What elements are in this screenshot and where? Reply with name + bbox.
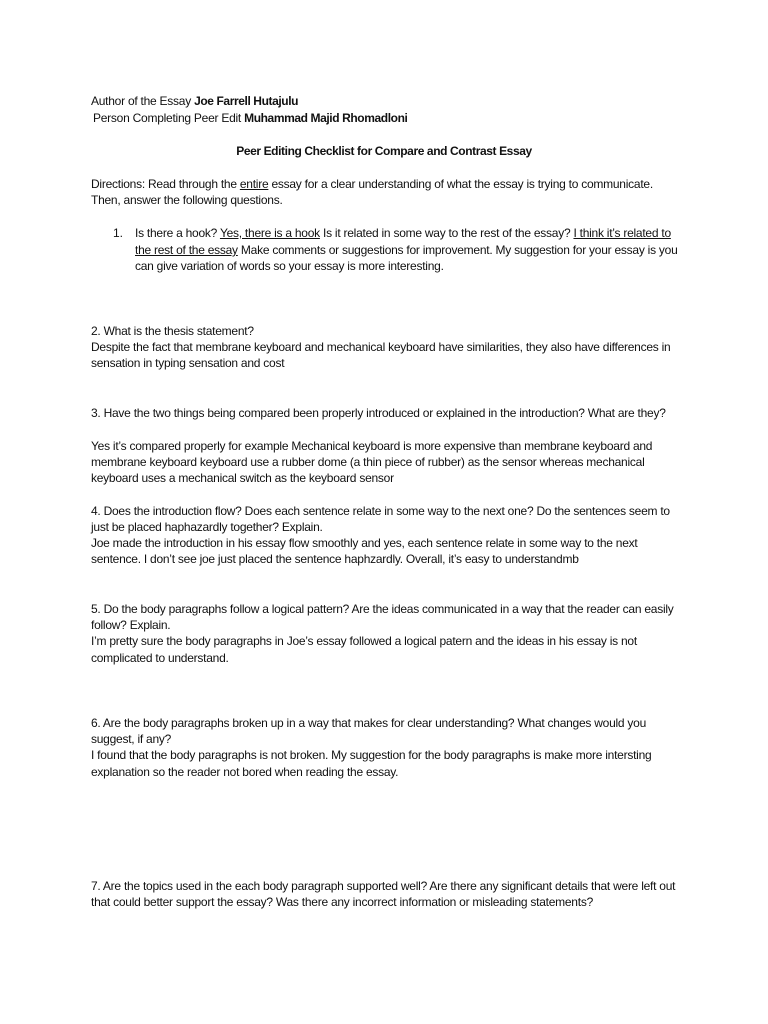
q6-question-line-1: 6. Are the body paragraphs broken up in a way that makes for clear understanding? What changes would you xyxy=(91,716,647,730)
q7-question-line-2: that could better support the essay? Was there any incorrect information or misleading statements? xyxy=(91,895,593,909)
q1-question-c: Make comments or suggestions for improvement. My suggestion for your essay is you xyxy=(237,243,678,257)
directions-line-1 xyxy=(91,176,653,192)
q1-line-3: can give variation of words so your essay is more interesting. xyxy=(135,259,444,273)
q4-answer-line-2: sentence. I don’t see joe just placed the sentence haphzardly. Overall, it’s easy to understandmb xyxy=(91,552,579,566)
page-title: Peer Editing Checklist for Compare and Contrast Essay xyxy=(236,144,532,158)
q5-question-line-2: follow? Explain. xyxy=(91,618,171,632)
directions-text: Directions: Read through the xyxy=(91,177,240,191)
q2-question: 2. What is the thesis statement? xyxy=(91,324,254,338)
q4-answer-line-1: Joe made the introduction in his essay flow smoothly and yes, each sentence relate in some way to the next xyxy=(91,536,638,550)
q1-answer-b: I think it’s related to xyxy=(573,226,671,240)
q1-answer-b-cont: the rest of the essay xyxy=(135,243,238,257)
q2-answer-line-1: Despite the fact that membrane keyboard and mechanical keyboard have similarities, they also have differences in xyxy=(91,340,671,354)
editor-name: Muhammad Majid Rhomadloni xyxy=(244,111,408,125)
q3-answer-line-3: keyboard uses a mechanical switch as the keyboard sensor xyxy=(91,471,394,485)
q1-answer-a: Yes, there is a hook xyxy=(219,226,320,240)
q6-answer-line-2: explanation so the reader not bored when reading the essay. xyxy=(91,765,399,779)
q1-number: 1. xyxy=(113,226,124,240)
editor-line xyxy=(93,110,407,126)
editor-label: Person Completing Peer Edit xyxy=(93,111,241,125)
q1-question-b: Is it related in some way to the rest of the essay? xyxy=(319,226,574,240)
author-name: Joe Farrell Hutajulu xyxy=(194,94,299,108)
directions-line-2: Then, answer the following questions. xyxy=(91,193,283,207)
q1-line-2 xyxy=(135,242,678,258)
q1-line-1 xyxy=(135,225,671,241)
q7-question-line-1: 7. Are the topics used in the each body paragraph supported well? Are there any significant details that were left out xyxy=(91,879,676,893)
q2-answer-line-2: sensation in typing sensation and cost xyxy=(91,356,285,370)
q5-answer-line-1: I’m pretty sure the body paragraphs in Joe’s essay followed a logical patern and the ideas in his essay is not xyxy=(91,634,637,648)
q6-question-line-2: suggest, if any? xyxy=(91,732,172,746)
author-label: Author of the Essay xyxy=(91,94,191,108)
q4-question-line-2: just be placed haphazardly together? Explain. xyxy=(91,520,323,534)
directions-text-2: essay for a clear understanding of what the essay is trying to communicate. xyxy=(268,177,653,191)
q3-answer-line-1: Yes it’s compared properly for example Mechanical keyboard is more expensive than membrane keyboard and xyxy=(91,439,653,453)
q1-question-a: Is there a hook? xyxy=(135,226,220,240)
author-line xyxy=(91,93,298,109)
q6-answer-line-1: I found that the body paragraphs is not broken. My suggestion for the body paragraphs is make more intersting xyxy=(91,748,652,762)
q3-answer-line-2: membrane keyboard keyboard use a rubber dome (a thin piece of rubber) as the sensor whereas mechanical xyxy=(91,455,645,469)
q5-answer-line-2: complicated to understand. xyxy=(91,651,229,665)
directions-underlined: entire xyxy=(239,177,269,191)
q3-question: 3. Have the two things being compared been properly introduced or explained in the introduction? What are they? xyxy=(91,406,666,420)
q4-question-line-1: 4. Does the introduction flow? Does each sentence relate in some way to the next one? Do the sentences seem to xyxy=(91,504,670,518)
q5-question-line-1: 5. Do the body paragraphs follow a logical pattern? Are the ideas communicated in a way that the reader can easily xyxy=(91,602,674,616)
